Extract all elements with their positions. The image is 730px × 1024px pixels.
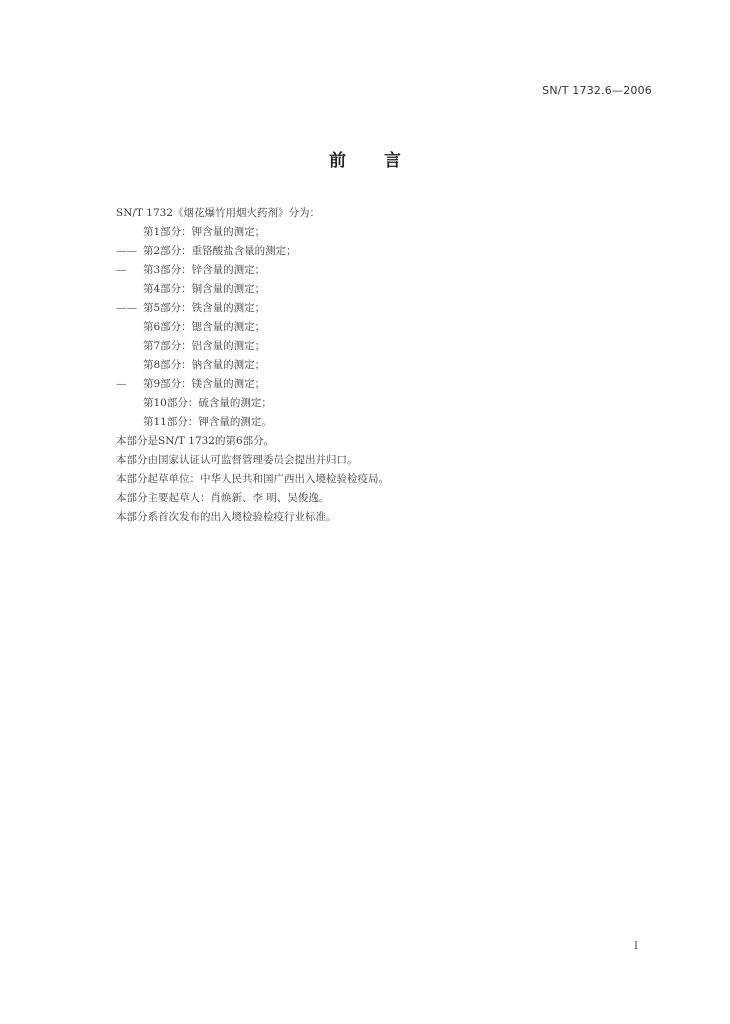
page-title: 前言 [329,151,439,171]
statement-drafting-unit: 本部分起草单位：中华人民共和国广西出入境检验检疫局。 [116,473,389,485]
list-item [116,337,676,356]
intro-line: SN/T 1732《烟花爆竹用烟火药剂》分为： [116,207,320,219]
standard-number: SN/T 1732.6—2006 [542,84,652,97]
list-item-text: 第6部分：锶含量的测定； [143,321,266,333]
list-item [116,242,676,261]
list-item [116,299,676,318]
list-item-text: 第10部分：硫含量的测定； [143,397,272,409]
list-dash: —— [116,245,137,257]
list-dash: —— [116,302,137,314]
statement-drafters: 本部分主要起草人：肖焕新、李 明、吴俊逸。 [116,492,330,504]
foreword-body [116,204,676,527]
list-item [116,394,676,413]
list-item-text: 第7部分：铝含量的测定； [143,340,266,352]
list-item-text: 第9部分：镁含量的测定； [143,378,266,390]
list-dash: — [116,264,127,276]
list-item-text: 第4部分：铜含量的测定； [143,283,266,295]
statement-first-release: 本部分系首次发布的出入境检验检疫行业标准。 [116,511,337,523]
page-number: I [634,941,638,952]
list-item [116,223,676,242]
list-item-text: 第8部分：钠含量的测定； [143,359,266,371]
list-item-text: 第2部分：重铬酸盐含量的测定； [143,245,297,257]
list-item-text: 第1部分：钾含量的测定； [143,226,266,238]
list-item-text: 第11部分：钾含量的测定。 [143,416,272,428]
list-dash: — [116,378,127,390]
list-item [116,356,676,375]
list-item [116,375,676,394]
statement-proposer: 本部分由国家认证认可监督管理委员会提出并归口。 [116,454,358,466]
list-item [116,413,676,432]
statement-part-number: 本部分是SN/T 1732的第6部分。 [116,435,275,447]
list-item [116,318,676,337]
list-item-text: 第5部分：铁含量的测定； [143,302,266,314]
list-item-text: 第3部分：锌含量的测定； [143,264,266,276]
list-item [116,261,676,280]
list-item [116,280,676,299]
